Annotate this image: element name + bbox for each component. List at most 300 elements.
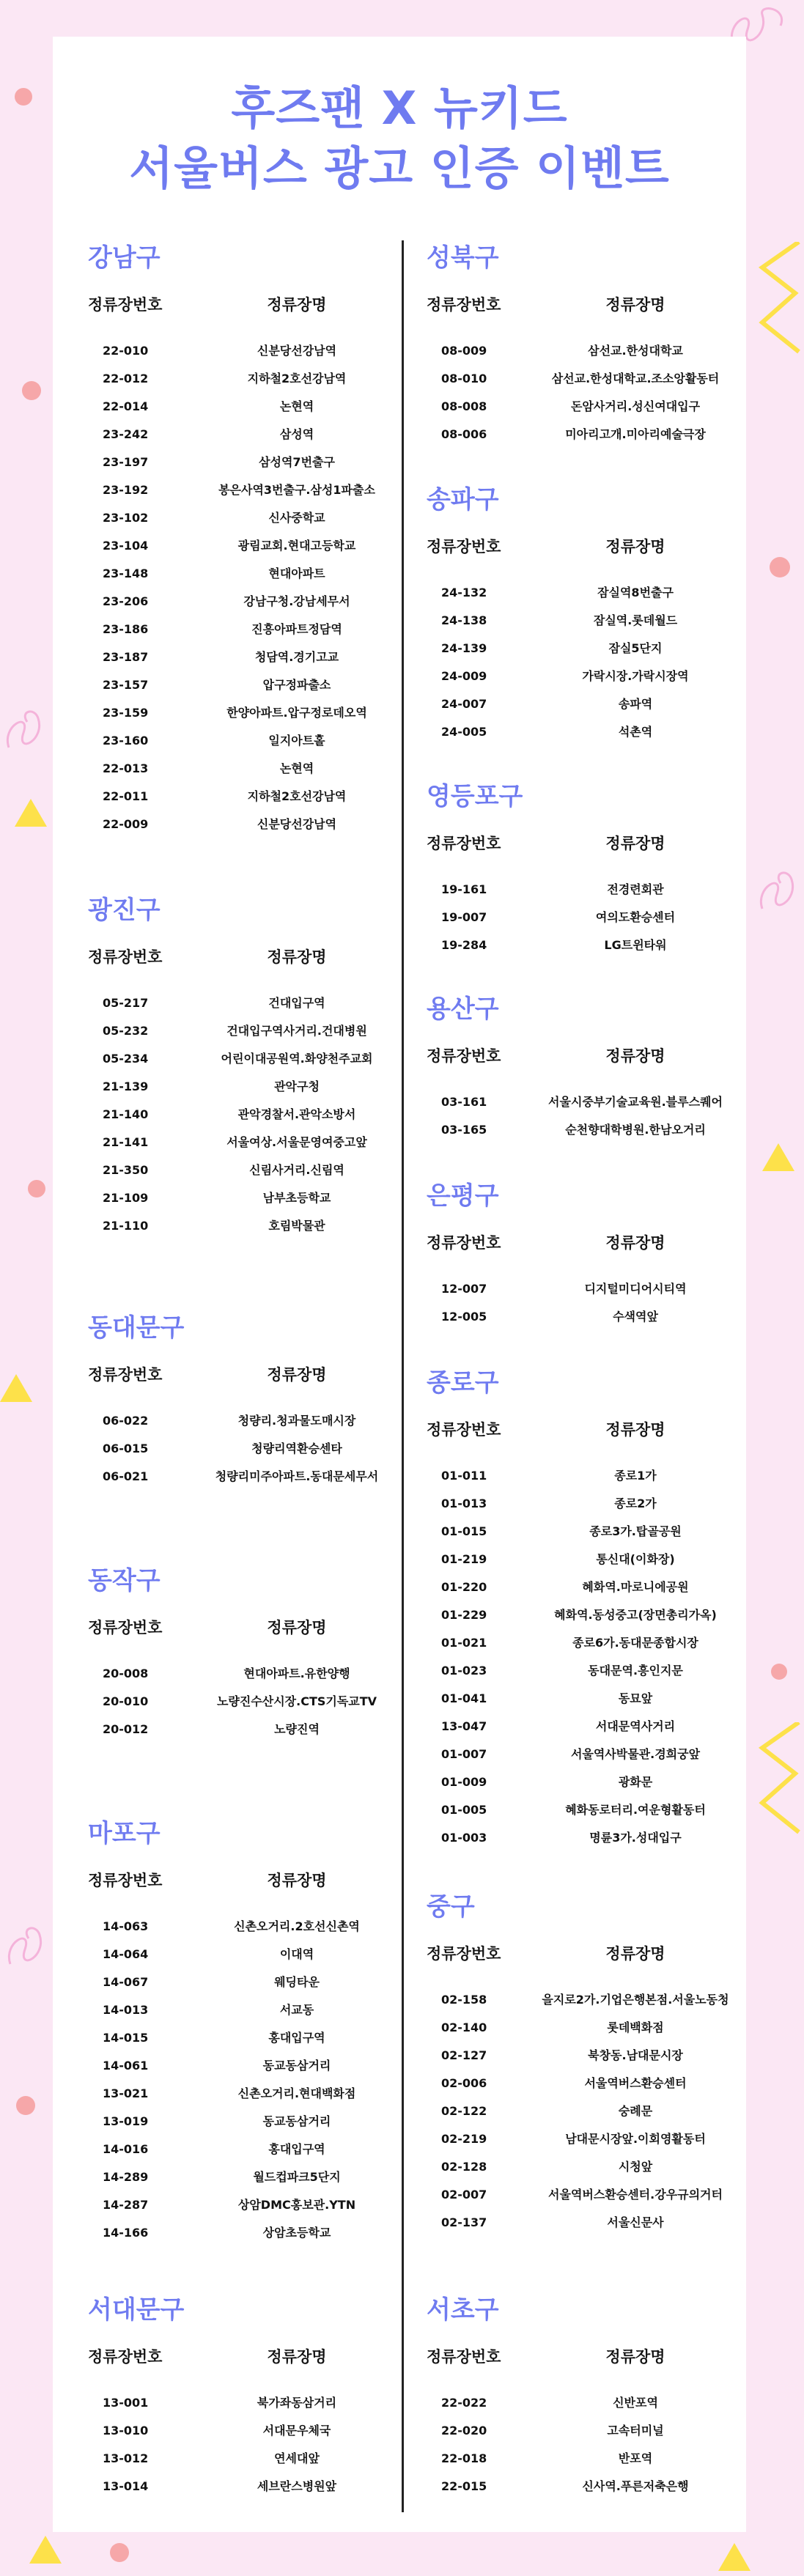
stop-name: 을지로2가.기업은행본점.서울노동청 (542, 1993, 729, 2007)
stop-number: 14-289 (103, 2170, 149, 2184)
table-row (88, 504, 396, 532)
stop-name: 디지털미디어시티역 (584, 1282, 687, 1296)
stop-number: 24-138 (441, 613, 487, 627)
stop-name: 서대문역사거리 (595, 1719, 676, 1733)
table-row (88, 1913, 396, 1941)
table-row (88, 671, 396, 699)
stop-name: 서울여상.서울문영여중고앞 (226, 1135, 367, 1149)
header-stop-no: 정류장번호 (88, 1619, 163, 1636)
stop-number: 01-219 (441, 1552, 487, 1566)
table-row (88, 2080, 396, 2108)
table-row (427, 2070, 734, 2097)
stop-name: 잠실5단지 (608, 641, 663, 655)
stop-number: 02-219 (441, 2132, 487, 2146)
table-row (427, 1768, 734, 1796)
header-stop-no: 정류장번호 (88, 2348, 163, 2366)
stop-number: 14-061 (103, 2059, 149, 2073)
table-header (427, 2345, 734, 2367)
table-row (427, 718, 734, 746)
stop-name: 상암DMC홍보관.YTN (237, 2198, 356, 2212)
table-row (88, 989, 396, 1017)
table-row (427, 579, 734, 607)
stop-number: 24-139 (441, 641, 487, 655)
stop-number: 23-160 (103, 734, 149, 748)
stop-name: 롯데백화점 (607, 2020, 664, 2034)
district-section (427, 1891, 734, 2237)
pink-squiggle-decoration (3, 1920, 51, 1971)
stop-number: 14-063 (103, 1919, 149, 1933)
table-row (427, 393, 734, 421)
stop-number: 22-013 (103, 761, 149, 775)
table-row (427, 1490, 734, 1518)
table-row (88, 588, 396, 616)
table-header (88, 2345, 396, 2367)
stop-number: 01-005 (441, 1803, 487, 1817)
table-row (88, 1463, 396, 1491)
stop-name: LG트윈타워 (604, 938, 667, 952)
table-row (88, 337, 396, 365)
stop-number: 23-187 (103, 650, 149, 664)
table-header (427, 1942, 734, 1964)
stop-number: 01-229 (441, 1608, 487, 1622)
header-stop-no: 정류장번호 (427, 1945, 501, 1963)
table-row (427, 1796, 734, 1824)
table-row (88, 532, 396, 560)
stop-name: 송파역 (618, 697, 653, 711)
stop-number: 23-192 (103, 483, 149, 497)
stop-name: 혜화역.마로니에공원 (582, 1580, 689, 1594)
district-name: 광진구 (88, 896, 161, 925)
header-stop-name: 정류장명 (267, 296, 327, 314)
district-section (88, 1565, 396, 1743)
yellow-triangle-decoration (15, 799, 47, 827)
table-row (88, 1045, 396, 1073)
stop-number: 08-010 (441, 372, 487, 385)
table-row (427, 2153, 734, 2181)
stop-name: 관악구청 (274, 1080, 320, 1093)
stop-number: 13-021 (103, 2086, 149, 2100)
table-row (427, 1303, 734, 1331)
stop-name: 상암초등학교 (262, 2226, 331, 2240)
stop-name: 반포역 (618, 2451, 653, 2465)
district-section (427, 780, 734, 959)
stop-name: 청담역.경기고교 (254, 650, 339, 664)
table-header (427, 832, 734, 854)
stop-number: 24-007 (441, 697, 487, 711)
pink-squiggle-decoration (1, 704, 50, 755)
stop-number: 13-010 (103, 2424, 149, 2437)
table-row (427, 1462, 734, 1490)
table-row (88, 365, 396, 393)
district-section (427, 1367, 734, 1852)
table-row (88, 2219, 396, 2247)
table-header (427, 293, 734, 315)
table-row (88, 476, 396, 504)
table-row (427, 1657, 734, 1685)
table-row (88, 1129, 396, 1156)
stop-name: 한양아파트.압구정로데오역 (226, 706, 367, 720)
stop-name: 시청앞 (618, 2160, 653, 2174)
table-header (427, 1418, 734, 1440)
district-name: 서초구 (427, 2295, 499, 2325)
stop-number: 21-139 (103, 1080, 149, 1093)
title-line-2: 서울버스 광고 인증 이벤트 (129, 141, 670, 195)
district-section (427, 1180, 734, 1331)
table-row (88, 1660, 396, 1688)
table-row (427, 2445, 734, 2473)
district-section (88, 1312, 396, 1491)
stop-name: 진흥아파트정담역 (251, 622, 342, 636)
stop-number: 23-206 (103, 594, 149, 608)
stop-name: 서울시중부기술교육원.블루스퀘어 (548, 1095, 723, 1109)
header-stop-name: 정류장명 (267, 948, 327, 966)
stop-number: 23-104 (103, 539, 149, 553)
stop-number: 06-022 (103, 1414, 149, 1428)
pink-squiggle-decoration (755, 865, 803, 916)
table-row (88, 643, 396, 671)
table-row (427, 1275, 734, 1303)
stop-name: 봉은사역3번출구.삼성1파출소 (218, 483, 375, 497)
stop-name: 신사중학교 (268, 511, 325, 525)
stop-name: 삼성역7번출구 (259, 455, 335, 469)
district-name: 종로구 (427, 1368, 499, 1398)
pink-dot-decoration (771, 1664, 787, 1680)
stop-name: 논현역 (279, 761, 314, 775)
stop-number: 12-005 (441, 1310, 487, 1324)
table-row (427, 1601, 734, 1629)
district-section (427, 993, 734, 1144)
stop-number: 22-012 (103, 372, 149, 385)
stop-number: 20-010 (103, 1694, 149, 1708)
header-stop-name: 정류장명 (605, 835, 665, 852)
stop-name: 석촌역 (618, 725, 653, 739)
district-name: 중구 (427, 1892, 475, 1922)
table-row (427, 904, 734, 931)
yellow-zigzag-decoration (755, 1722, 804, 1839)
stop-number: 08-006 (441, 427, 487, 441)
table-row (88, 1941, 396, 1968)
header-stop-name: 정류장명 (267, 1366, 327, 1384)
stop-name: 신반포역 (613, 2396, 658, 2410)
stop-name: 종로1가 (614, 1469, 657, 1483)
stop-number: 22-018 (441, 2451, 487, 2465)
stop-name: 논현역 (279, 399, 314, 413)
stop-number: 23-102 (103, 511, 149, 525)
stop-name: 지하철2호선강남역 (247, 372, 347, 385)
header-stop-name: 정류장명 (267, 1872, 327, 1889)
table-row (88, 1996, 396, 2024)
stop-number: 02-137 (441, 2215, 487, 2229)
table-row (88, 2163, 396, 2191)
stop-number: 13-047 (441, 1719, 487, 1733)
table-header (88, 293, 396, 315)
table-row (88, 2417, 396, 2445)
table-row (88, 2445, 396, 2473)
table-row (88, 1968, 396, 1996)
stop-number: 01-013 (441, 1496, 487, 1510)
stop-number: 23-197 (103, 455, 149, 469)
table-row (427, 2125, 734, 2153)
stop-number: 13-001 (103, 2396, 149, 2410)
stop-number: 06-021 (103, 1469, 149, 1483)
table-row (88, 616, 396, 643)
stop-number: 01-009 (441, 1775, 487, 1789)
header-stop-no: 정류장번호 (427, 1047, 501, 1065)
pink-dot-decoration (22, 381, 41, 400)
header-stop-name: 정류장명 (605, 1234, 665, 1252)
stop-number: 23-186 (103, 622, 149, 636)
table-row (427, 607, 734, 635)
district-name: 동대문구 (88, 1313, 185, 1343)
stop-number: 22-020 (441, 2424, 487, 2437)
stop-name: 지하철2호선강남역 (247, 789, 347, 803)
table-header (88, 945, 396, 967)
table-row (427, 1685, 734, 1713)
stop-number: 23-157 (103, 678, 149, 692)
stop-number: 02-006 (441, 2076, 487, 2090)
table-row (88, 421, 396, 449)
table-row (88, 449, 396, 476)
stop-name: 일지아트홀 (268, 734, 325, 748)
table-row (88, 2052, 396, 2080)
stop-name: 서울역사박물관.경희궁앞 (570, 1747, 701, 1761)
yellow-triangle-decoration (29, 2536, 62, 2564)
table-row (427, 1546, 734, 1573)
table-row (427, 1713, 734, 1741)
stop-number: 02-127 (441, 2048, 487, 2062)
stop-name: 삼선교.한성대학교 (588, 344, 683, 358)
table-row (427, 421, 734, 449)
table-row (88, 2108, 396, 2136)
pink-dot-decoration (28, 1180, 45, 1197)
stop-name: 남부초등학교 (262, 1191, 331, 1205)
stop-number: 24-132 (441, 586, 487, 599)
stop-number: 13-012 (103, 2451, 149, 2465)
header-stop-no: 정류장번호 (427, 538, 501, 556)
district-name: 마포구 (88, 1819, 161, 1848)
table-row (427, 2181, 734, 2209)
stop-name: 청량리미주아파트.동대문세무서 (215, 1469, 379, 1483)
stop-number: 14-067 (103, 1975, 149, 1989)
table-row (88, 560, 396, 588)
stop-name: 잠실역.롯데월드 (593, 613, 678, 627)
stop-number: 01-041 (441, 1691, 487, 1705)
stop-name: 혜화역.동성중고(장면총리가옥) (554, 1608, 717, 1622)
stop-number: 22-014 (103, 399, 149, 413)
header-stop-name: 정류장명 (605, 1421, 665, 1439)
stop-number: 05-234 (103, 1052, 149, 1066)
yellow-triangle-decoration (762, 1143, 794, 1171)
stop-number: 01-003 (441, 1831, 487, 1845)
stop-name: 건대입구역 (268, 996, 325, 1010)
header-stop-name: 정류장명 (605, 2348, 665, 2366)
header-stop-no: 정류장번호 (88, 1872, 163, 1889)
stop-number: 22-015 (441, 2479, 487, 2493)
stop-number: 01-011 (441, 1469, 487, 1483)
stop-number: 12-007 (441, 1282, 487, 1296)
district-name: 성북구 (427, 243, 499, 273)
table-row (427, 337, 734, 365)
stop-name: 홍대입구역 (268, 2031, 325, 2045)
table-header (427, 1231, 734, 1253)
stop-name: 숭례문 (618, 2104, 653, 2118)
stop-name: 월드컵파크5단지 (253, 2170, 341, 2184)
stop-name: 웨딩타운 (274, 1975, 320, 1989)
stop-name: 신림사거리.신림역 (249, 1163, 344, 1177)
stop-number: 02-158 (441, 1993, 487, 2007)
stop-name: 현대아파트 (268, 567, 325, 580)
stop-number: 21-110 (103, 1219, 149, 1233)
pink-dot-decoration (110, 2543, 129, 2562)
event-card (53, 37, 746, 2532)
district-section (427, 242, 734, 449)
stop-number: 01-220 (441, 1580, 487, 1594)
column-divider (402, 240, 404, 2512)
stop-number: 22-010 (103, 344, 149, 358)
stop-name: 미아리고개.미아리예술극장 (565, 427, 706, 441)
stop-name: 광림교회.현대고등학교 (237, 539, 356, 553)
table-row (427, 1116, 734, 1144)
stop-number: 03-165 (441, 1123, 487, 1137)
table-row (427, 2097, 734, 2125)
table-row (88, 2473, 396, 2501)
stop-number: 24-009 (441, 669, 487, 683)
stop-number: 06-015 (103, 1442, 149, 1455)
pink-dot-decoration (16, 2096, 35, 2115)
table-header (88, 1869, 396, 1891)
yellow-zigzag-decoration (755, 242, 804, 359)
stop-number: 13-014 (103, 2479, 149, 2493)
table-header (427, 535, 734, 557)
header-stop-no: 정류장번호 (427, 1421, 501, 1439)
yellow-triangle-decoration (718, 2543, 750, 2571)
stop-number: 23-148 (103, 567, 149, 580)
table-row (88, 699, 396, 727)
table-row (427, 2014, 734, 2042)
stop-number: 20-012 (103, 1722, 149, 1736)
header-stop-name: 정류장명 (267, 1619, 327, 1636)
table-row (88, 1017, 396, 1045)
stop-number: 02-122 (441, 2104, 487, 2118)
stop-name: 어린이대공원역.화양천주교회 (221, 1052, 373, 1066)
table-row (427, 1629, 734, 1657)
header-stop-no: 정류장번호 (427, 2348, 501, 2366)
stop-name: 압구정파출소 (262, 678, 331, 692)
stop-name: 신분당선강남역 (257, 817, 337, 831)
header-stop-name: 정류장명 (605, 296, 665, 314)
table-row (88, 2136, 396, 2163)
header-stop-no: 정류장번호 (88, 948, 163, 966)
stop-number: 19-161 (441, 882, 487, 896)
header-stop-no: 정류장번호 (427, 1234, 501, 1252)
stop-name: 삼성역 (279, 427, 314, 441)
table-row (427, 1741, 734, 1768)
stop-name: 현대아파트.유한양행 (243, 1667, 350, 1680)
stop-number: 19-007 (441, 910, 487, 924)
stop-name: 여의도환승센터 (595, 910, 676, 924)
stop-number: 21-350 (103, 1163, 149, 1177)
pink-dot-decoration (770, 557, 790, 577)
stop-name: 서울역버스환승센터 (584, 2076, 687, 2090)
district-name: 용산구 (427, 994, 499, 1024)
district-name: 동작구 (88, 1566, 161, 1595)
stop-number: 01-015 (441, 1524, 487, 1538)
title-line-1: 후즈팬 X 뉴키드 (231, 81, 568, 135)
stop-number: 24-005 (441, 725, 487, 739)
stop-number: 08-009 (441, 344, 487, 358)
table-row (88, 1156, 396, 1184)
district-section (427, 484, 734, 746)
stop-name: 신분당선강남역 (257, 344, 337, 358)
table-row (88, 1184, 396, 1212)
stop-number: 20-008 (103, 1667, 149, 1680)
stop-name: 수색역앞 (613, 1310, 658, 1324)
stop-name: 동대문역.흥인지문 (588, 1664, 683, 1678)
pink-dot-decoration (15, 88, 32, 106)
table-row (427, 931, 734, 959)
table-row (427, 1518, 734, 1546)
stop-name: 청량리.청과물도매시장 (237, 1414, 356, 1428)
table-header (88, 1363, 396, 1385)
table-row (427, 663, 734, 690)
stop-number: 14-015 (103, 2031, 149, 2045)
stop-name: 동교동삼거리 (262, 2059, 331, 2073)
table-header (427, 1044, 734, 1066)
stop-name: 순천향대학병원.한남오거리 (565, 1123, 706, 1137)
stop-name: 노량진수산시장.CTS기독교TV (216, 1694, 377, 1708)
stop-number: 01-021 (441, 1636, 487, 1650)
stop-name: 노량진역 (274, 1722, 320, 1736)
header-stop-no: 정류장번호 (88, 1366, 163, 1384)
district-section (88, 2294, 396, 2501)
stop-name: 청량리역환승센타 (251, 1442, 342, 1455)
stop-number: 02-128 (441, 2160, 487, 2174)
table-row (88, 783, 396, 811)
stop-name: 전경련회관 (607, 882, 664, 896)
table-row (427, 2389, 734, 2417)
table-row (427, 2473, 734, 2501)
header-stop-no: 정류장번호 (427, 835, 501, 852)
table-row (88, 1407, 396, 1435)
stop-number: 23-159 (103, 706, 149, 720)
stop-name: 동교동삼거리 (262, 2114, 331, 2128)
district-name: 은평구 (427, 1181, 499, 1211)
stop-name: 남대문시장앞.이회영활동터 (565, 2132, 706, 2146)
table-row (427, 1573, 734, 1601)
table-row (88, 393, 396, 421)
table-row (427, 635, 734, 663)
stop-number: 14-166 (103, 2226, 149, 2240)
stop-number: 21-109 (103, 1191, 149, 1205)
district-name: 강남구 (88, 243, 161, 273)
table-row (427, 2417, 734, 2445)
stop-name: 건대입구역사거리.건대병원 (226, 1024, 367, 1038)
table-row (427, 1824, 734, 1852)
table-row (88, 811, 396, 838)
stop-number: 01-007 (441, 1747, 487, 1761)
table-row (427, 876, 734, 904)
table-row (427, 690, 734, 718)
table-row (88, 1688, 396, 1716)
stop-number: 13-019 (103, 2114, 149, 2128)
stop-number: 22-009 (103, 817, 149, 831)
stop-name: 종로6가.동대문종합시장 (572, 1636, 698, 1650)
table-row (88, 1435, 396, 1463)
stop-name: 광화문 (618, 1775, 653, 1789)
district-section (427, 2294, 734, 2501)
stop-number: 05-217 (103, 996, 149, 1010)
district-name: 서대문구 (88, 2295, 185, 2325)
